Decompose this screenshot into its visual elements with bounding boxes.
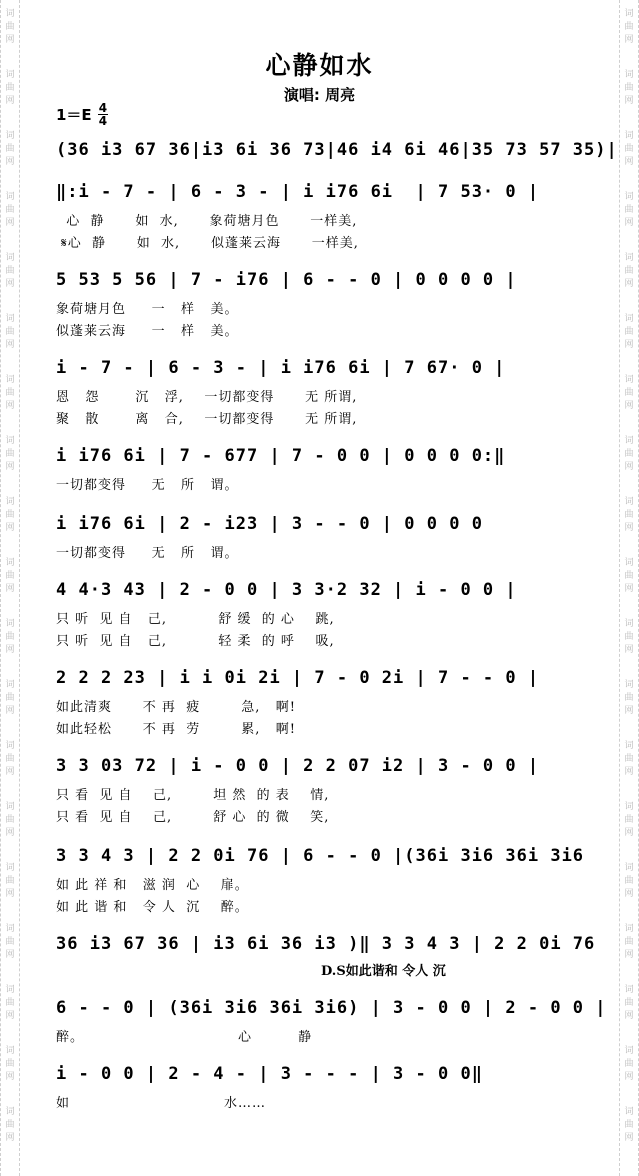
watermark-glyphs: 词 曲 网 <box>5 314 15 350</box>
watermark-glyphs: 词 曲 网 <box>5 619 15 655</box>
watermark-glyphs: 词 曲 网 <box>5 558 15 594</box>
staff-row-7-notes: 2 2 2 23 | i i 0i 2i | 7 - 0 2i | 7 - - 0 | <box>56 668 540 688</box>
staff-row-12-notes: i - 0 0 | 2 - 4 - | 3 - - - | 3 - 0 0‖ <box>56 1064 483 1084</box>
watermark-glyphs: 词 曲 网 <box>5 680 15 716</box>
watermark-glyphs: 词 曲 网 <box>5 985 15 1021</box>
singer-credit: 演唱: 周亮 <box>283 86 356 104</box>
watermark-strip-right <box>619 0 639 1176</box>
staff-row-6-lyrics-2: 只 听 见 自 己, 轻 柔 的 呼 吸, <box>56 634 335 649</box>
time-signature <box>98 102 108 127</box>
watermark-glyphs: 词 曲 网 <box>624 802 634 838</box>
staff-row-11-lyrics-1: 醉。 心 静 <box>56 1030 313 1045</box>
watermark-glyphs: 词 曲 网 <box>624 253 634 289</box>
staff-row-1-notes: ‖:i - 7 - | 6 - 3 - | i i76 6i | 7 53· 0 | <box>56 182 540 202</box>
watermark-glyphs: 词 曲 网 <box>624 436 634 472</box>
time-numerator: 4 <box>98 101 108 115</box>
watermark-glyphs: 词 曲 网 <box>624 314 634 350</box>
watermark-glyphs: 词 曲 网 <box>5 741 15 777</box>
staff-row-3-lyrics-2: 聚 散 离 合, 一切都变得 无 所谓, <box>56 412 358 427</box>
watermark-glyphs: 词 曲 网 <box>5 9 15 45</box>
watermark-glyphs: 词 曲 网 <box>624 497 634 533</box>
staff-row-9-notes: 3 3 4 3 | 2 2 0i 76 | 6 - - 0 |(36i 3i6 36i 3i6 <box>56 846 585 866</box>
watermark-glyphs: 词 曲 网 <box>624 375 634 411</box>
staff-row-4-notes: i i76 6i | 7 - 677 | 7 - 0 0 | 0 0 0 0:‖ <box>56 446 506 466</box>
watermark-glyphs: 词 曲 网 <box>624 680 634 716</box>
staff-row-8-lyrics-1: 只 看 见 自 己, 坦 然 的 表 情, <box>56 788 330 803</box>
staff-row-2-lyrics-2: 似蓬莱云海 一 样 美。 <box>56 324 239 339</box>
watermark-glyphs: 词 曲 网 <box>5 253 15 289</box>
staff-row-3-notes: i - 7 - | 6 - 3 - | i i76 6i | 7 67· 0 | <box>56 358 506 378</box>
staff-row-6-lyrics-1: 只 听 见 自 己, 舒 缓 的 心 跳, <box>56 612 335 627</box>
watermark-glyphs: 词 曲 网 <box>5 1046 15 1082</box>
intro-notation: (36 i3 67 36|i3 6i 36 73|46 i4 6i 46|35 73 57 35)| <box>56 140 618 160</box>
staff-row-2-notes: 5 53 5 56 | 7 - i76 | 6 - - 0 | 0 0 0 0 | <box>56 270 517 290</box>
watermark-glyphs: 词 曲 网 <box>624 863 634 899</box>
staff-row-9-lyrics-1: 如 此 祥 和 滋 润 心 扉。 <box>56 878 249 893</box>
watermark-glyphs: 词 曲 网 <box>624 70 634 106</box>
watermark-glyphs: 词 曲 网 <box>624 192 634 228</box>
staff-row-1-lyrics-1: 心 静 如 水, 象荷塘月色 一样美, <box>56 214 358 229</box>
staff-row-8-notes: 3 3 03 72 | i - 0 0 | 2 2 07 i2 | 3 - 0 0 | <box>56 756 540 776</box>
staff-row-2-lyrics-1: 象荷塘月色 一 样 美。 <box>56 302 239 317</box>
watermark-glyphs: 词 曲 网 <box>624 985 634 1021</box>
watermark-glyphs: 词 曲 网 <box>624 619 634 655</box>
watermark-glyphs: 词 曲 网 <box>624 1046 634 1082</box>
watermark-glyphs: 词 曲 网 <box>5 192 15 228</box>
staff-row-5-lyrics-1: 一切都变得 无 所 谓。 <box>56 546 239 561</box>
watermark-glyphs: 词 曲 网 <box>624 741 634 777</box>
staff-row-7-lyrics-2: 如此轻松 不 再 劳 累, 啊! <box>56 722 297 737</box>
watermark-glyphs: 词 曲 网 <box>5 863 15 899</box>
staff-row-12-lyrics-1: 如 水…… <box>56 1096 266 1111</box>
watermark-glyphs: 词 曲 网 <box>5 802 15 838</box>
watermark-glyphs: 词 曲 网 <box>5 497 15 533</box>
staff-row-9-lyrics-2: 如 此 谐 和 令 人 沉 醉。 <box>56 900 249 915</box>
song-title: 心静如水 <box>265 51 374 80</box>
staff-row-10-notes: 36 i3 67 36 | i3 6i 36 i3 )‖ 3 3 4 3 | 2 2 0i 76 <box>56 934 596 954</box>
staff-row-6-notes: 4 4·3 43 | 2 - 0 0 | 3 3·2 32 | i - 0 0 | <box>56 580 517 600</box>
staff-row-1-lyrics-2: 𝄋心 静 如 水, 似蓬莱云海 一样美, <box>56 236 359 251</box>
watermark-glyphs: 词 曲 网 <box>5 131 15 167</box>
key-label: 1＝E <box>56 106 92 124</box>
watermark-glyphs: 词 曲 网 <box>5 375 15 411</box>
watermark-glyphs: 词 曲 网 <box>5 924 15 960</box>
watermark-glyphs: 词 曲 网 <box>624 924 634 960</box>
key-signature <box>56 102 108 127</box>
dal-segno-lyrics: D.S如此谐和 令人 沉 <box>321 964 446 979</box>
watermark-strip-left <box>0 0 20 1176</box>
watermark-glyphs: 词 曲 网 <box>624 558 634 594</box>
staff-row-5-notes: i i76 6i | 2 - i23 | 3 - - 0 | 0 0 0 0 <box>56 514 483 534</box>
watermark-glyphs: 词 曲 网 <box>5 1107 15 1143</box>
time-denominator: 4 <box>98 114 108 128</box>
staff-row-11-notes: 6 - - 0 | (36i 3i6 36i 3i6) | 3 - 0 0 | 2 - 0 0 | <box>56 998 607 1018</box>
staff-row-8-lyrics-2: 只 看 见 自 己, 舒 心 的 微 笑, <box>56 810 330 825</box>
staff-row-7-lyrics-1: 如此清爽 不 再 疲 急, 啊! <box>56 700 297 715</box>
staff-row-4-lyrics-1: 一切都变得 无 所 谓。 <box>56 478 239 493</box>
watermark-glyphs: 词 曲 网 <box>624 9 634 45</box>
watermark-glyphs: 词 曲 网 <box>5 70 15 106</box>
watermark-glyphs: 词 曲 网 <box>624 1107 634 1143</box>
watermark-glyphs: 词 曲 网 <box>5 436 15 472</box>
watermark-glyphs: 词 曲 网 <box>624 131 634 167</box>
staff-row-3-lyrics-1: 恩 怨 沉 浮, 一切都变得 无 所谓, <box>56 390 358 405</box>
